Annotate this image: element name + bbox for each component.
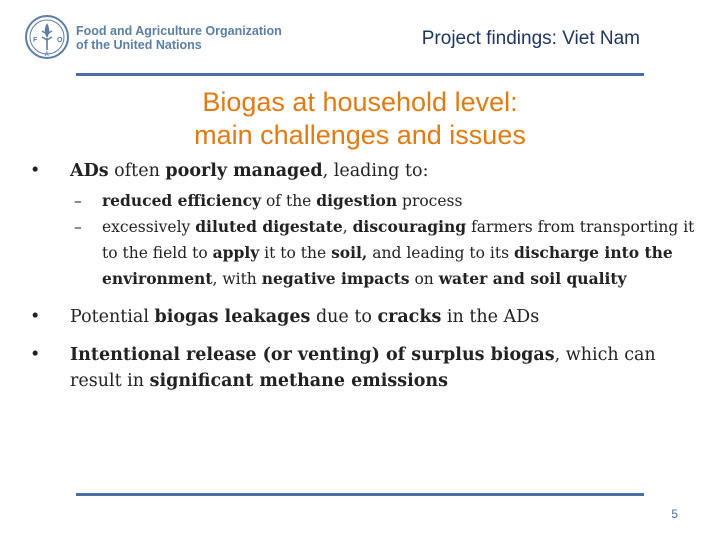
svg-text:O: O [57, 37, 63, 44]
organization-name-line2: of the United Nations [76, 38, 202, 52]
body-text: on [409, 270, 439, 288]
page-number: 5 [671, 507, 678, 521]
emphasis-text: biogas leakages [154, 307, 311, 327]
dash-icon: – [74, 192, 82, 210]
emphasis-text: diluted digestate [195, 217, 343, 236]
emphasis-text: discharge into the environment [102, 243, 673, 288]
emphasis-text: apply [212, 243, 260, 262]
body-text: , leading to: [322, 161, 429, 181]
emphasis-text: ADs [70, 161, 109, 181]
top-divider [76, 73, 644, 76]
section-title: Project findings: Viet Nam [421, 28, 640, 49]
slide-title-line1: Biogas at household level: [202, 87, 518, 117]
svg-text:F: F [33, 37, 38, 44]
bullet-item [28, 158, 698, 184]
bullet-item [28, 342, 698, 394]
fao-logo [24, 14, 282, 60]
fao-emblem-icon [24, 14, 70, 60]
bullet-list [28, 158, 698, 394]
body-text: process [397, 192, 463, 210]
emphasis-text: significant methane emissions [149, 371, 448, 391]
emphasis-text: soil, [331, 243, 368, 262]
emphasis-text: reduced efficiency [102, 191, 262, 210]
bottom-divider [76, 493, 644, 496]
body-text: , with [212, 270, 262, 288]
emphasis-text: discouraging [352, 217, 467, 236]
sub-bullet-item [28, 214, 698, 292]
bullet-dot-icon: • [30, 161, 41, 181]
body-text: farmers from transporting it to the field to [102, 218, 695, 262]
emphasis-text: negative impacts [261, 269, 410, 288]
organization-name-line1: Food and Agriculture Organization [76, 24, 282, 38]
bullet-dot-icon: • [30, 345, 41, 365]
body-text: and leading to its [367, 244, 514, 262]
sub-bullet-item [28, 188, 698, 214]
body-text: , which can result in [70, 345, 656, 391]
body-text: due to [310, 307, 378, 327]
slide-title-line2: main challenges and issues [194, 120, 526, 150]
body-text: excessively [102, 218, 196, 236]
slide-title [0, 86, 720, 152]
body-text: in the ADs [441, 307, 540, 327]
emphasis-text: poorly managed [165, 161, 323, 181]
organization-name [76, 24, 282, 52]
body-text: , [342, 218, 353, 236]
emphasis-text: Intentional release (or venting) of surplus biogas [70, 345, 555, 365]
emphasis-text: digestion [316, 191, 398, 210]
body-text: Potential [70, 307, 155, 327]
svg-text:A: A [44, 52, 49, 58]
bullet-dot-icon: • [30, 307, 41, 327]
body-text: often [108, 161, 166, 181]
bullet-item [28, 304, 698, 330]
emphasis-text: water and soil quality [438, 269, 627, 288]
emphasis-text: cracks [377, 307, 442, 327]
body-text: of the [261, 192, 317, 210]
dash-icon: – [74, 218, 82, 236]
body-text: it to the [259, 244, 332, 262]
